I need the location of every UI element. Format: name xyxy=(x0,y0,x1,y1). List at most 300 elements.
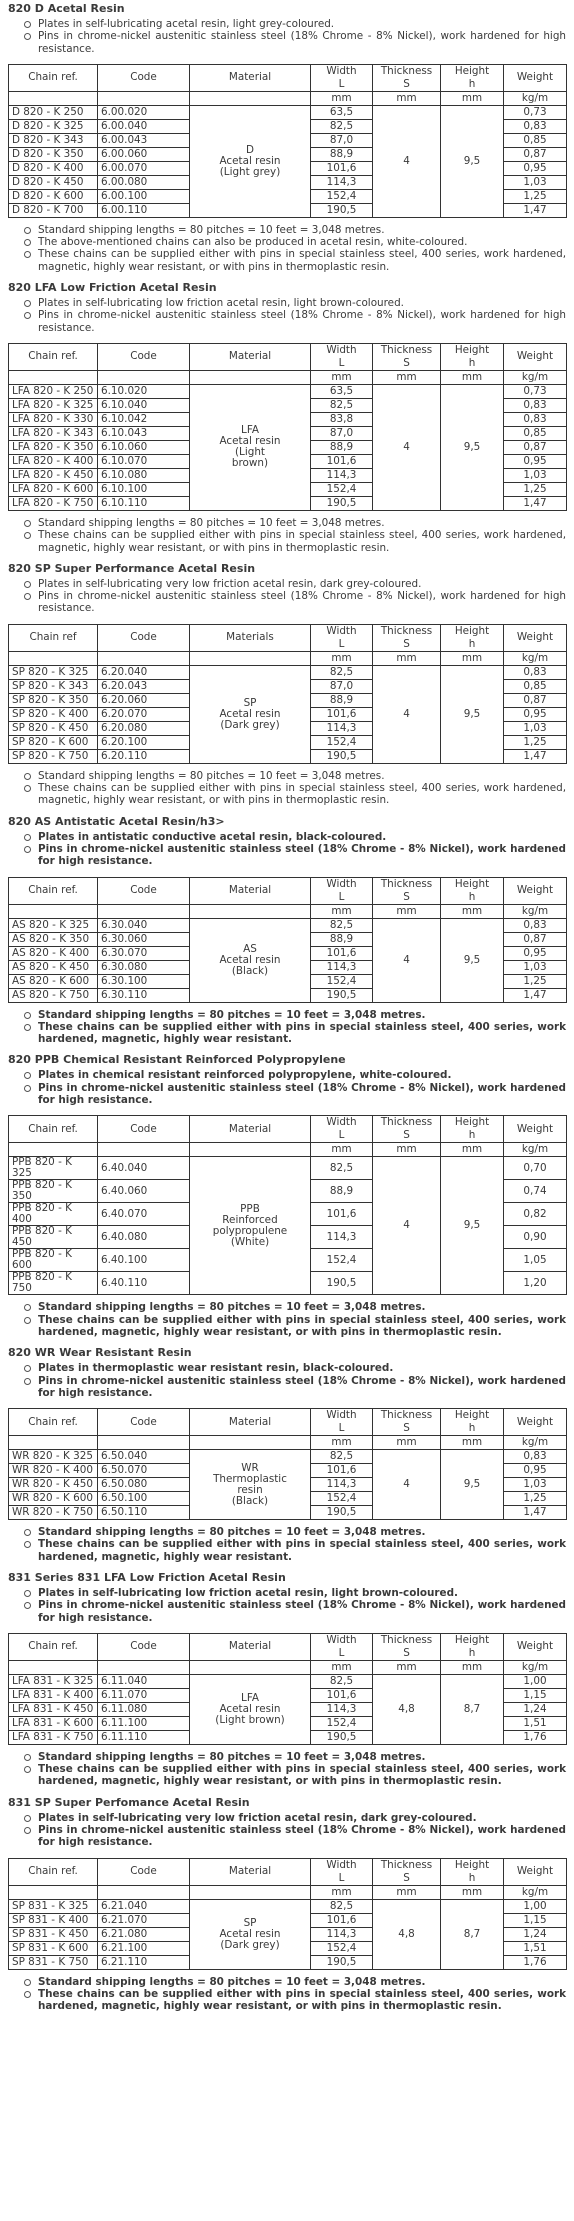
header-code: Code xyxy=(98,1858,190,1885)
unit-cell-empty xyxy=(98,91,190,105)
height-cell: 9,5 xyxy=(441,384,504,510)
material-line: Acetal resin xyxy=(219,154,281,167)
code-cell: 6.11.100 xyxy=(98,1716,190,1730)
weight-cell: 0,83 xyxy=(504,1450,567,1464)
width-cell: 101,6 xyxy=(311,454,373,468)
code-cell: 6.21.040 xyxy=(98,1899,190,1913)
code-cell: 6.20.040 xyxy=(98,665,190,679)
notes-list xyxy=(8,770,566,807)
header-width xyxy=(311,1633,373,1660)
header-height-symbol: h xyxy=(468,890,476,903)
header-thickness-label: Thickness xyxy=(380,1116,433,1129)
header-height-symbol: h xyxy=(468,77,476,90)
unit-thickness: mm xyxy=(373,1885,441,1899)
chain-ref-cell: AS 820 - K 400 xyxy=(9,946,98,960)
material-line: (Light xyxy=(235,446,265,459)
material-line: (Black) xyxy=(231,1494,269,1507)
material-line: Thermoplastic xyxy=(213,1472,287,1485)
weight-cell: 1,47 xyxy=(504,988,567,1002)
chain-ref-cell: LFA 820 - K 450 xyxy=(9,468,98,482)
header-width-symbol: L xyxy=(338,1646,345,1659)
chain-ref-cell: SP 820 - K 400 xyxy=(9,707,98,721)
code-cell: 6.40.080 xyxy=(98,1226,190,1249)
table-header-row xyxy=(9,1858,567,1885)
thickness-cell: 4,8 xyxy=(373,1899,441,1969)
header-width xyxy=(311,343,373,370)
weight-cell: 1,00 xyxy=(504,1899,567,1913)
header-height-symbol: h xyxy=(468,1646,476,1659)
code-cell: 6.00.100 xyxy=(98,189,190,203)
weight-cell: 1,03 xyxy=(504,721,567,735)
material-cell xyxy=(190,1450,311,1520)
weight-cell: 1,00 xyxy=(504,1674,567,1688)
notes-list xyxy=(8,1976,566,2013)
chain-ref-cell: LFA 820 - K 343 xyxy=(9,426,98,440)
chain-section xyxy=(8,1569,566,1788)
units-row xyxy=(9,1885,567,1899)
intro-item: Pins in chrome-nickel austenitic stainless steel (18% Chrome - 8% Nickel), work hardened for high resistance. xyxy=(38,842,566,868)
notes-list xyxy=(8,1301,566,1338)
header-thickness xyxy=(373,1116,441,1143)
header-chain-ref: Chain ref. xyxy=(9,1858,98,1885)
header-height-label: Height xyxy=(454,343,490,356)
weight-cell: 0,87 xyxy=(504,147,567,161)
note-item: These chains can be supplied either with pins in special stainless steel, 400 series, work hardened, magnetic, highly wear resistant, or with pins in thermoplastic resin. xyxy=(38,248,566,273)
header-height-symbol: h xyxy=(468,637,476,650)
header-height xyxy=(441,1409,504,1436)
header-width xyxy=(311,877,373,904)
width-cell: 114,3 xyxy=(311,721,373,735)
chain-ref-cell: SP 831 - K 450 xyxy=(9,1927,98,1941)
chain-ref-cell: D 820 - K 600 xyxy=(9,189,98,203)
weight-cell: 1,25 xyxy=(504,482,567,496)
header-width xyxy=(311,1858,373,1885)
code-cell: 6.10.043 xyxy=(98,426,190,440)
code-cell: 6.40.110 xyxy=(98,1272,190,1295)
unit-width: mm xyxy=(311,651,373,665)
intro-list xyxy=(8,297,566,334)
width-cell: 152,4 xyxy=(311,974,373,988)
width-cell: 152,4 xyxy=(311,735,373,749)
chain-ref-cell: SP 820 - K 450 xyxy=(9,721,98,735)
material-line: Acetal resin xyxy=(219,1702,281,1715)
header-height xyxy=(441,1858,504,1885)
weight-cell: 0,95 xyxy=(504,161,567,175)
table-row xyxy=(9,384,567,398)
code-cell: 6.10.080 xyxy=(98,468,190,482)
code-cell: 6.30.100 xyxy=(98,974,190,988)
code-cell: 6.20.043 xyxy=(98,679,190,693)
table-header-row xyxy=(9,877,567,904)
weight-cell: 0,83 xyxy=(504,412,567,426)
width-cell: 82,5 xyxy=(311,1450,373,1464)
weight-cell: 0,95 xyxy=(504,946,567,960)
width-cell: 152,4 xyxy=(311,482,373,496)
unit-thickness: mm xyxy=(373,370,441,384)
code-cell: 6.20.100 xyxy=(98,735,190,749)
chain-ref-cell: LFA 820 - K 350 xyxy=(9,440,98,454)
unit-cell-empty xyxy=(9,904,98,918)
width-cell: 152,4 xyxy=(311,1716,373,1730)
header-height-label: Height xyxy=(454,1116,490,1129)
chain-ref-cell: LFA 820 - K 250 xyxy=(9,384,98,398)
header-height-label: Height xyxy=(454,1409,490,1422)
note-item: These chains can be supplied either with pins in special stainless steel, 400 series, work hardened, magnetic, highly wear resistant, or with pins in thermoplastic resin. xyxy=(38,782,566,807)
weight-cell: 1,03 xyxy=(504,175,567,189)
material-cell xyxy=(190,1899,311,1969)
chain-ref-cell: PPB 820 - K 350 xyxy=(9,1180,98,1203)
chain-ref-cell: LFA 820 - K 750 xyxy=(9,496,98,510)
width-cell: 114,3 xyxy=(311,1226,373,1249)
weight-cell: 0,87 xyxy=(504,932,567,946)
unit-thickness: mm xyxy=(373,1143,441,1157)
section-title: 820 WR Wear Resistant Resin xyxy=(8,1346,192,1360)
chain-ref-cell: D 820 - K 450 xyxy=(9,175,98,189)
header-height-symbol: h xyxy=(468,1129,476,1142)
code-cell: 6.10.042 xyxy=(98,412,190,426)
width-cell: 101,6 xyxy=(311,1688,373,1702)
width-cell: 190,5 xyxy=(311,1730,373,1744)
material-cell xyxy=(190,384,311,510)
chain-ref-cell: WR 820 - K 450 xyxy=(9,1478,98,1492)
unit-cell-empty xyxy=(190,1660,311,1674)
height-cell: 9,5 xyxy=(441,105,504,217)
unit-height: mm xyxy=(441,91,504,105)
unit-cell-empty xyxy=(98,904,190,918)
chain-ref-cell: SP 831 - K 600 xyxy=(9,1941,98,1955)
width-cell: 101,6 xyxy=(311,946,373,960)
material-line: LFA xyxy=(241,424,259,437)
code-cell: 6.00.070 xyxy=(98,161,190,175)
width-cell: 88,9 xyxy=(311,147,373,161)
note-item: These chains can be supplied either with pins in special stainless steel, 400 series, work hardened, magnetic, highly wear resistant. xyxy=(38,1020,566,1046)
chain-ref-cell: PPB 820 - K 400 xyxy=(9,1203,98,1226)
chain-ref-cell: D 820 - K 400 xyxy=(9,161,98,175)
header-width-symbol: L xyxy=(338,356,345,369)
material-line: LFA xyxy=(241,1691,259,1704)
chain-ref-cell: SP 820 - K 325 xyxy=(9,665,98,679)
unit-width: mm xyxy=(311,91,373,105)
unit-cell-empty xyxy=(190,651,311,665)
chain-ref-cell: LFA 831 - K 325 xyxy=(9,1674,98,1688)
chain-ref-cell: AS 820 - K 600 xyxy=(9,974,98,988)
header-width-label: Width xyxy=(326,877,357,890)
chain-section xyxy=(8,1051,566,1338)
chain-ref-cell: D 820 - K 325 xyxy=(9,119,98,133)
unit-weight: kg/m xyxy=(504,1660,567,1674)
code-cell: 6.40.070 xyxy=(98,1203,190,1226)
unit-width: mm xyxy=(311,1143,373,1157)
note-item: Standard shipping lengths = 80 pitches = 10 feet = 3,048 metres. xyxy=(38,1301,566,1313)
intro-item: Plates in self-lubricating very low friction acetal resin, dark grey-coloured. xyxy=(38,1812,566,1824)
unit-cell-empty xyxy=(190,1143,311,1157)
header-weight: Weight xyxy=(504,1116,567,1143)
weight-cell: 1,47 xyxy=(504,203,567,217)
code-cell: 6.10.070 xyxy=(98,454,190,468)
code-cell: 6.20.060 xyxy=(98,693,190,707)
chain-ref-cell: LFA 831 - K 400 xyxy=(9,1688,98,1702)
material-cell xyxy=(190,1157,311,1295)
header-thickness-label: Thickness xyxy=(380,877,433,890)
unit-width: mm xyxy=(311,1660,373,1674)
header-width-label: Width xyxy=(326,1116,357,1129)
intro-item: Plates in thermoplastic wear resistant resin, black-coloured. xyxy=(38,1362,566,1374)
intro-list xyxy=(8,831,566,868)
note-item: These chains can be supplied either with pins in special stainless steel, 400 series, work hardened, magnetic, highly wear resistant, or with pins in thermoplastic resin. xyxy=(38,1987,566,2013)
notes-list xyxy=(8,224,566,273)
header-height-symbol: h xyxy=(468,1422,476,1435)
material-line: Acetal resin xyxy=(219,707,281,720)
header-width-symbol: L xyxy=(338,637,345,650)
header-thickness xyxy=(373,877,441,904)
code-cell: 6.11.110 xyxy=(98,1730,190,1744)
chain-ref-cell: D 820 - K 350 xyxy=(9,147,98,161)
chain-ref-cell: LFA 820 - K 325 xyxy=(9,398,98,412)
thickness-cell: 4 xyxy=(373,918,441,1002)
code-cell: 6.11.080 xyxy=(98,1702,190,1716)
header-height xyxy=(441,1633,504,1660)
units-row xyxy=(9,904,567,918)
header-thickness xyxy=(373,1858,441,1885)
width-cell: 101,6 xyxy=(311,1464,373,1478)
header-chain-ref: Chain ref. xyxy=(9,877,98,904)
note-item: These chains can be supplied either with pins in special stainless steel, 400 series, work hardened, magnetic, highly wear resistant, or with pins in thermoplastic resin. xyxy=(38,529,566,554)
chain-ref-cell: LFA 820 - K 400 xyxy=(9,454,98,468)
unit-weight: kg/m xyxy=(504,1436,567,1450)
header-chain-ref: Chain ref. xyxy=(9,1409,98,1436)
section-title: 831 SP Super Perfomance Acetal Resin xyxy=(8,1795,250,1809)
material-line: (Black) xyxy=(231,964,269,977)
chain-ref-cell: AS 820 - K 350 xyxy=(9,932,98,946)
header-chain-ref: Chain ref. xyxy=(9,343,98,370)
width-cell: 114,3 xyxy=(311,468,373,482)
intro-list xyxy=(8,1587,566,1624)
weight-cell: 0,83 xyxy=(504,398,567,412)
weight-cell: 1,51 xyxy=(504,1716,567,1730)
width-cell: 114,3 xyxy=(311,960,373,974)
code-cell: 6.00.020 xyxy=(98,105,190,119)
header-width-label: Width xyxy=(326,343,357,356)
width-cell: 63,5 xyxy=(311,384,373,398)
material-line: (Light brown) xyxy=(215,1713,285,1726)
header-material: Material xyxy=(190,1633,311,1660)
header-thickness-label: Thickness xyxy=(380,1409,433,1422)
note-item: Standard shipping lengths = 80 pitches = 10 feet = 3,048 metres. xyxy=(38,1976,566,1988)
width-cell: 82,5 xyxy=(311,398,373,412)
weight-cell: 1,76 xyxy=(504,1955,567,1969)
weight-cell: 1,03 xyxy=(504,960,567,974)
section-title: 820 D Acetal Resin xyxy=(8,2,125,15)
code-cell: 6.40.060 xyxy=(98,1180,190,1203)
chain-ref-cell: D 820 - K 343 xyxy=(9,133,98,147)
material-line: (Dark grey) xyxy=(220,718,280,731)
header-thickness-symbol: S xyxy=(403,356,410,369)
unit-height: mm xyxy=(441,1885,504,1899)
chain-ref-cell: LFA 831 - K 450 xyxy=(9,1702,98,1716)
header-thickness-label: Thickness xyxy=(380,343,433,356)
intro-item: Pins in chrome-nickel austenitic stainless steel (18% Chrome - 8% Nickel), work hardened for high resistance. xyxy=(38,1599,566,1624)
material-line: Acetal resin xyxy=(219,1927,281,1940)
unit-cell-empty xyxy=(9,370,98,384)
header-height-label: Height xyxy=(454,877,490,890)
header-width-symbol: L xyxy=(338,1129,345,1142)
header-thickness-label: Thickness xyxy=(380,64,433,77)
code-cell: 6.30.040 xyxy=(98,918,190,932)
code-cell: 6.40.040 xyxy=(98,1157,190,1180)
table-header-row xyxy=(9,624,567,651)
material-cell xyxy=(190,105,311,217)
header-weight: Weight xyxy=(504,1409,567,1436)
unit-cell-empty xyxy=(9,1436,98,1450)
unit-cell-empty xyxy=(190,370,311,384)
units-row xyxy=(9,1143,567,1157)
width-cell: 101,6 xyxy=(311,1203,373,1226)
header-code: Code xyxy=(98,624,190,651)
header-width-symbol: L xyxy=(338,1871,345,1884)
weight-cell: 1,03 xyxy=(504,468,567,482)
code-cell: 6.50.110 xyxy=(98,1506,190,1520)
width-cell: 114,3 xyxy=(311,1927,373,1941)
material-line: SP xyxy=(243,696,257,709)
weight-cell: 1,51 xyxy=(504,1941,567,1955)
weight-cell: 0,85 xyxy=(504,133,567,147)
thickness-cell: 4 xyxy=(373,665,441,763)
note-item: Standard shipping lengths = 80 pitches = 10 feet = 3,048 metres. xyxy=(38,770,566,782)
material-line: WR xyxy=(241,1461,259,1474)
code-cell: 6.00.043 xyxy=(98,133,190,147)
header-chain-ref: Chain ref xyxy=(9,624,98,651)
width-cell: 152,4 xyxy=(311,1249,373,1272)
code-cell: 6.00.080 xyxy=(98,175,190,189)
width-cell: 63,5 xyxy=(311,105,373,119)
chain-ref-cell: LFA 820 - K 600 xyxy=(9,482,98,496)
thickness-cell: 4 xyxy=(373,1450,441,1520)
chain-section xyxy=(8,1794,566,2013)
header-chain-ref: Chain ref. xyxy=(9,64,98,91)
header-material: Material xyxy=(190,1858,311,1885)
weight-cell: 1,03 xyxy=(504,1478,567,1492)
unit-cell-empty xyxy=(98,651,190,665)
material-line: Acetal resin xyxy=(219,435,281,448)
code-cell: 6.10.040 xyxy=(98,398,190,412)
unit-cell-empty xyxy=(98,1660,190,1674)
weight-cell: 1,24 xyxy=(504,1927,567,1941)
header-thickness xyxy=(373,1409,441,1436)
unit-cell-empty xyxy=(98,370,190,384)
chain-ref-cell: AS 820 - K 450 xyxy=(9,960,98,974)
unit-height: mm xyxy=(441,904,504,918)
header-code: Code xyxy=(98,1116,190,1143)
width-cell: 101,6 xyxy=(311,1913,373,1927)
unit-weight: kg/m xyxy=(504,904,567,918)
header-width-label: Width xyxy=(326,1633,357,1646)
section-title: 820 LFA Low Friction Acetal Resin xyxy=(8,281,217,295)
chain-ref-cell: LFA 820 - K 330 xyxy=(9,412,98,426)
chain-ref-cell: PPB 820 - K 450 xyxy=(9,1226,98,1249)
table-row xyxy=(9,105,567,119)
unit-cell-empty xyxy=(9,1660,98,1674)
height-cell: 9,5 xyxy=(441,665,504,763)
unit-height: mm xyxy=(441,651,504,665)
weight-cell: 0,74 xyxy=(504,1180,567,1203)
header-material: Material xyxy=(190,1116,311,1143)
header-thickness-symbol: S xyxy=(403,890,410,903)
unit-height: mm xyxy=(441,370,504,384)
unit-cell-empty xyxy=(98,1436,190,1450)
material-line: resin xyxy=(237,1483,263,1496)
chain-ref-cell: SP 820 - K 600 xyxy=(9,735,98,749)
intro-list xyxy=(8,1812,566,1849)
header-width-label: Width xyxy=(326,624,357,637)
code-cell: 6.21.080 xyxy=(98,1927,190,1941)
unit-cell-empty xyxy=(190,904,311,918)
width-cell: 152,4 xyxy=(311,189,373,203)
header-code: Code xyxy=(98,1409,190,1436)
code-cell: 6.50.070 xyxy=(98,1464,190,1478)
material-line: polypropulene xyxy=(212,1224,288,1237)
header-height-label: Height xyxy=(454,64,490,77)
intro-item: Plates in self-lubricating low friction acetal resin, light brown-coloured. xyxy=(38,297,566,309)
table-header-row xyxy=(9,64,567,91)
table-row xyxy=(9,1157,567,1180)
note-item: These chains can be supplied either with pins in special stainless steel, 400 series, work hardened, magnetic, highly wear resistant. xyxy=(38,1538,566,1563)
width-cell: 114,3 xyxy=(311,175,373,189)
header-width-label: Width xyxy=(326,64,357,77)
width-cell: 88,9 xyxy=(311,932,373,946)
intro-list xyxy=(8,578,566,615)
width-cell: 190,5 xyxy=(311,1506,373,1520)
unit-thickness: mm xyxy=(373,651,441,665)
material-cell xyxy=(190,1674,311,1744)
chain-spec-table xyxy=(8,1115,567,1295)
width-cell: 83,8 xyxy=(311,412,373,426)
chain-ref-cell: D 820 - K 250 xyxy=(9,105,98,119)
intro-item: Pins in chrome-nickel austenitic stainless steel (18% Chrome - 8% Nickel), work hardened for high resistance. xyxy=(38,309,566,334)
chain-ref-cell: AS 820 - K 325 xyxy=(9,918,98,932)
code-cell: 6.30.060 xyxy=(98,932,190,946)
header-thickness-symbol: S xyxy=(403,77,410,90)
weight-cell: 1,05 xyxy=(504,1249,567,1272)
note-item: Standard shipping lengths = 80 pitches = 10 feet = 3,048 metres. xyxy=(38,1526,566,1538)
chain-ref-cell: PPB 820 - K 750 xyxy=(9,1272,98,1295)
material-line: AS xyxy=(243,942,257,955)
header-thickness xyxy=(373,343,441,370)
code-cell: 6.50.100 xyxy=(98,1492,190,1506)
table-row xyxy=(9,1899,567,1913)
header-material: Materials xyxy=(190,624,311,651)
section-title: 831 Series 831 LFA Low Friction Acetal Resin xyxy=(8,1570,286,1584)
code-cell: 6.21.070 xyxy=(98,1913,190,1927)
unit-cell-empty xyxy=(190,1436,311,1450)
table-header-row xyxy=(9,1116,567,1143)
header-thickness-symbol: S xyxy=(403,1646,410,1659)
width-cell: 114,3 xyxy=(311,1478,373,1492)
width-cell: 152,4 xyxy=(311,1492,373,1506)
header-height xyxy=(441,64,504,91)
width-cell: 101,6 xyxy=(311,707,373,721)
material-line: SP xyxy=(243,1916,257,1929)
material-cell xyxy=(190,918,311,1002)
intro-item: Plates in self-lubricating low friction acetal resin, light brown-coloured. xyxy=(38,1587,566,1599)
unit-cell-empty xyxy=(98,1143,190,1157)
unit-cell-empty xyxy=(9,651,98,665)
thickness-cell: 4,8 xyxy=(373,1674,441,1744)
unit-cell-empty xyxy=(9,91,98,105)
table-header-row xyxy=(9,1409,567,1436)
chain-ref-cell: SP 820 - K 750 xyxy=(9,749,98,763)
chain-section xyxy=(8,1344,566,1563)
weight-cell: 1,47 xyxy=(504,1506,567,1520)
